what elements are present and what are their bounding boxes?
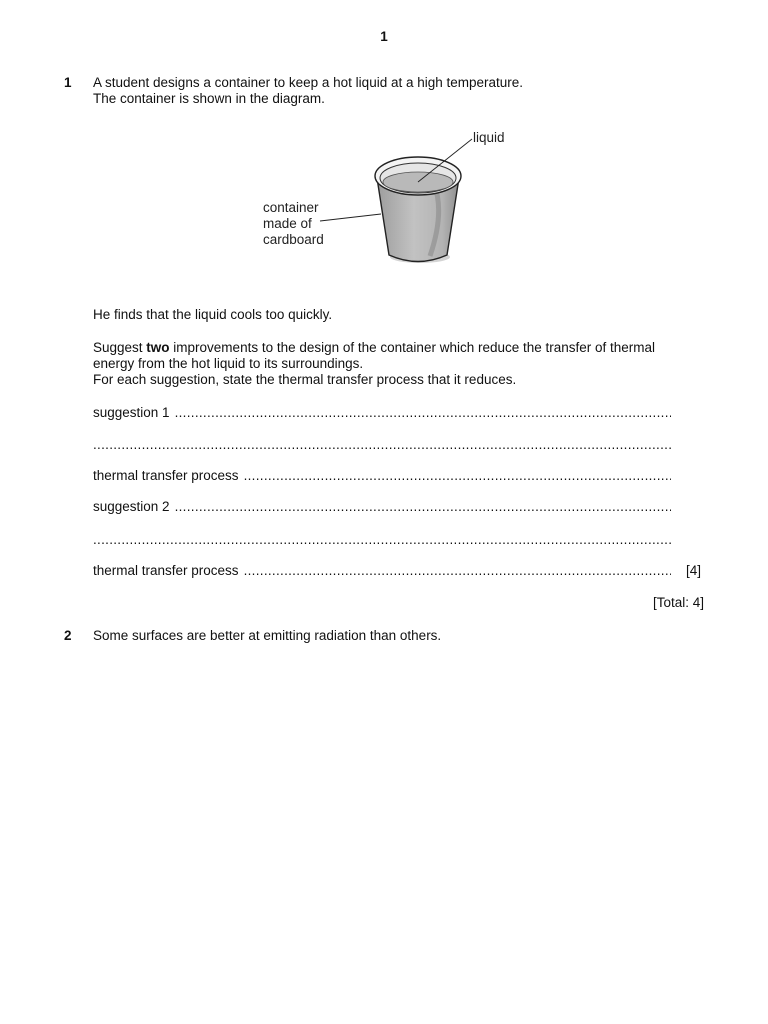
container-label-line-3: cardboard	[263, 232, 324, 247]
suggest-instruction-line-3: For each suggestion, state the thermal transfer process that it reduces.	[93, 372, 517, 387]
liquid-label: liquid	[473, 130, 505, 145]
question-2-text: Some surfaces are better at emitting radiation than others.	[93, 628, 442, 643]
question-1-number: 1	[64, 75, 72, 90]
container-leader-line	[320, 214, 381, 221]
cup-diagram	[250, 122, 530, 272]
suggest-bold: two	[146, 340, 170, 355]
suggest-pre: Suggest	[93, 340, 147, 355]
process-1-answer-line[interactable]	[93, 468, 671, 484]
container-label-line-2: made of	[263, 216, 312, 231]
suggestion-1-label: suggestion 1	[93, 405, 170, 420]
question-1-marks: [4]	[686, 563, 702, 578]
cools-statement: He finds that the liquid cools too quickly.	[93, 307, 333, 322]
suggestion-1-answer-line[interactable]	[93, 405, 671, 421]
process-1-label: thermal transfer process	[93, 468, 239, 483]
container-label-line-1: container	[263, 200, 319, 215]
question-2-number: 2	[64, 628, 72, 643]
suggest-instruction-line-1	[93, 340, 655, 356]
question-1-total: [Total: 4]	[652, 595, 704, 610]
process-2-answer-line[interactable]	[93, 563, 671, 579]
suggestion-2-answer-line[interactable]	[93, 499, 671, 515]
suggestion-2-label: suggestion 2	[93, 499, 170, 514]
suggest-post: improvements to the design of the container which reduce the transfer of thermal	[169, 340, 656, 355]
suggestion-1-continuation-line[interactable]	[93, 437, 671, 453]
question-1-intro-line-1: A student designs a container to keep a hot liquid at a high temperature.	[93, 75, 524, 90]
suggestion-2-continuation-line[interactable]	[93, 532, 671, 548]
page-number: 1	[380, 29, 388, 44]
question-1-intro-line-2: The container is shown in the diagram.	[93, 91, 325, 106]
suggest-instruction-line-2: energy from the hot liquid to its surroundings.	[93, 356, 364, 371]
process-2-label: thermal transfer process	[93, 563, 239, 578]
